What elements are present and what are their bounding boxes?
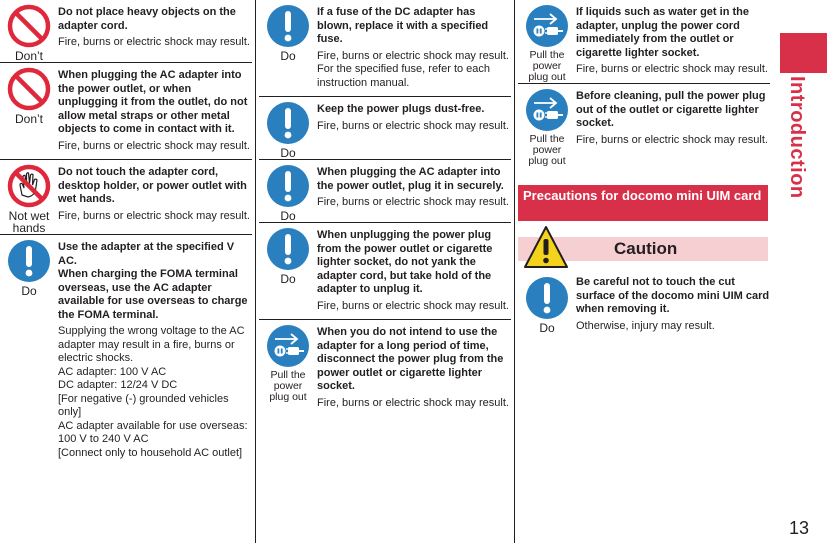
precaution-item — [0, 62, 252, 159]
precaution-heading: When plugging the AC adapter into the power outlet, or when unplugging it from the outlet, do not allow metal straps or other metal objects to come in contact with it. — [58, 69, 248, 135]
precaution-body: Fire, burns or electric shock may result. — [317, 119, 509, 132]
precaution-heading: Do not touch the adapter cord, desktop holder, or power outlet with wet hands. — [58, 166, 247, 205]
mandatory-do-icon — [266, 164, 310, 208]
precaution-body: Fire, burns or electric shock may result. — [317, 196, 509, 208]
precaution-body: Fire, burns or electric shock may result. — [576, 63, 768, 75]
wet-hands-prohibited-icon — [7, 164, 51, 208]
precaution-heading: Do not place heavy objects on the adapter cord. — [58, 6, 236, 32]
caution-banner — [518, 237, 768, 261]
precaution-heading: Be careful not to touch the cut surface of the docomo mini UIM card when removing it. — [576, 276, 770, 315]
column-1 — [0, 0, 252, 466]
precaution-heading: Keep the power plugs dust-free. — [317, 103, 485, 115]
precaution-body: Fire, burns or electric shock may result. For the specified fuse, refer to each instruction manual. — [317, 49, 509, 89]
precaution-body: Fire, burns or electric shock may result. — [317, 299, 509, 312]
column-divider — [514, 0, 515, 543]
side-tab-title-text: Introduction — [786, 76, 808, 199]
precaution-item — [259, 159, 511, 222]
precaution-body: Fire, burns or electric shock may result. — [58, 139, 250, 152]
precaution-item — [259, 222, 511, 319]
precaution-body: Fire, burns or electric shock may result. — [576, 133, 768, 146]
precaution-item — [259, 96, 511, 159]
icon-label: Pull the power plug out — [528, 133, 566, 167]
section-heading: Precautions for docomo mini UIM card — [518, 185, 768, 221]
precaution-item — [259, 0, 511, 96]
mandatory-do-icon — [266, 101, 310, 145]
precaution-heading: Use the adapter at the specified V AC. When charging the FOMA terminal overseas, use the AC adapter available for use overseas to charge the FOMA terminal. — [58, 241, 248, 321]
mandatory-do-icon — [266, 4, 310, 48]
precaution-item — [518, 83, 770, 167]
precaution-item — [518, 272, 770, 339]
icon-label: Pull the power plug out — [528, 49, 566, 83]
precaution-item — [259, 319, 511, 416]
precaution-heading: Before cleaning, pull the power plug out of the outlet or cigarette lighter socket. — [576, 90, 766, 129]
mandatory-do-icon — [525, 276, 569, 320]
precaution-item — [0, 234, 252, 466]
side-tab-title — [782, 76, 810, 199]
precaution-body: Fire, burns or electric shock may result. — [58, 36, 250, 48]
caution-label: Caution — [614, 239, 678, 258]
precaution-item — [0, 0, 252, 62]
precaution-body: Fire, burns or electric shock may result. — [317, 396, 509, 409]
precaution-heading: When plugging the AC adapter into the power outlet, plug it in securely. — [317, 166, 504, 192]
icon-label: Do — [21, 284, 37, 298]
icon-label: Do — [280, 49, 296, 63]
precaution-item — [518, 0, 770, 83]
precaution-body: Supplying the wrong voltage to the AC adapter may result in a fire, burns or electric shocks. AC adapter: 100 V AC DC adapter: 12/24 V DC [For negative (-) grounded vehicles only] AC adapter available for use overseas: 100 V to 240 V AC [Connect only to household AC outlet] — [58, 325, 248, 459]
precaution-heading: When you do not intend to use the adapter for a long period of time, disconnect the power plug from the power outlet or cigarette lighter socket. — [317, 326, 504, 392]
unplug-icon — [525, 88, 569, 132]
icon-label: Do — [280, 209, 296, 223]
unplug-icon — [525, 4, 569, 48]
precaution-heading: If a fuse of the DC adapter has blown, replace it with a specified fuse. — [317, 6, 489, 45]
page-number: 13 — [789, 518, 810, 538]
icon-label: Do — [280, 272, 296, 286]
caution-items — [518, 272, 770, 339]
icon-label: Don’t — [14, 49, 43, 63]
prohibited-icon — [7, 4, 51, 48]
column-2 — [259, 0, 511, 416]
column-3 — [518, 0, 770, 167]
precaution-heading: If liquids such as water get in the adapter, unplug the power cord immediately from the outlet or cigarette lighter socket. — [576, 6, 749, 59]
section-tab — [780, 33, 827, 73]
icon-label: Do — [539, 321, 555, 335]
icon-label: Not wet hands — [8, 209, 50, 235]
icon-label: Don’t — [14, 112, 43, 126]
precaution-body: Otherwise, injury may result. — [576, 319, 715, 332]
prohibited-icon — [7, 67, 51, 111]
warning-triangle-icon — [523, 225, 569, 269]
icon-label: Do — [280, 146, 296, 160]
unplug-icon — [266, 324, 310, 368]
precaution-body: Fire, burns or electric shock may result. — [58, 209, 250, 222]
icon-label: Pull the power plug out — [269, 369, 307, 403]
precaution-heading: When unplugging the power plug from the power outlet or cigarette lighter socket, do not yank the adapter cord, but take hold of the adapter to unplug it. — [317, 229, 493, 295]
precaution-item — [0, 159, 252, 234]
mandatory-do-icon — [266, 227, 310, 271]
column-divider — [255, 0, 256, 543]
mandatory-do-icon — [7, 239, 51, 283]
